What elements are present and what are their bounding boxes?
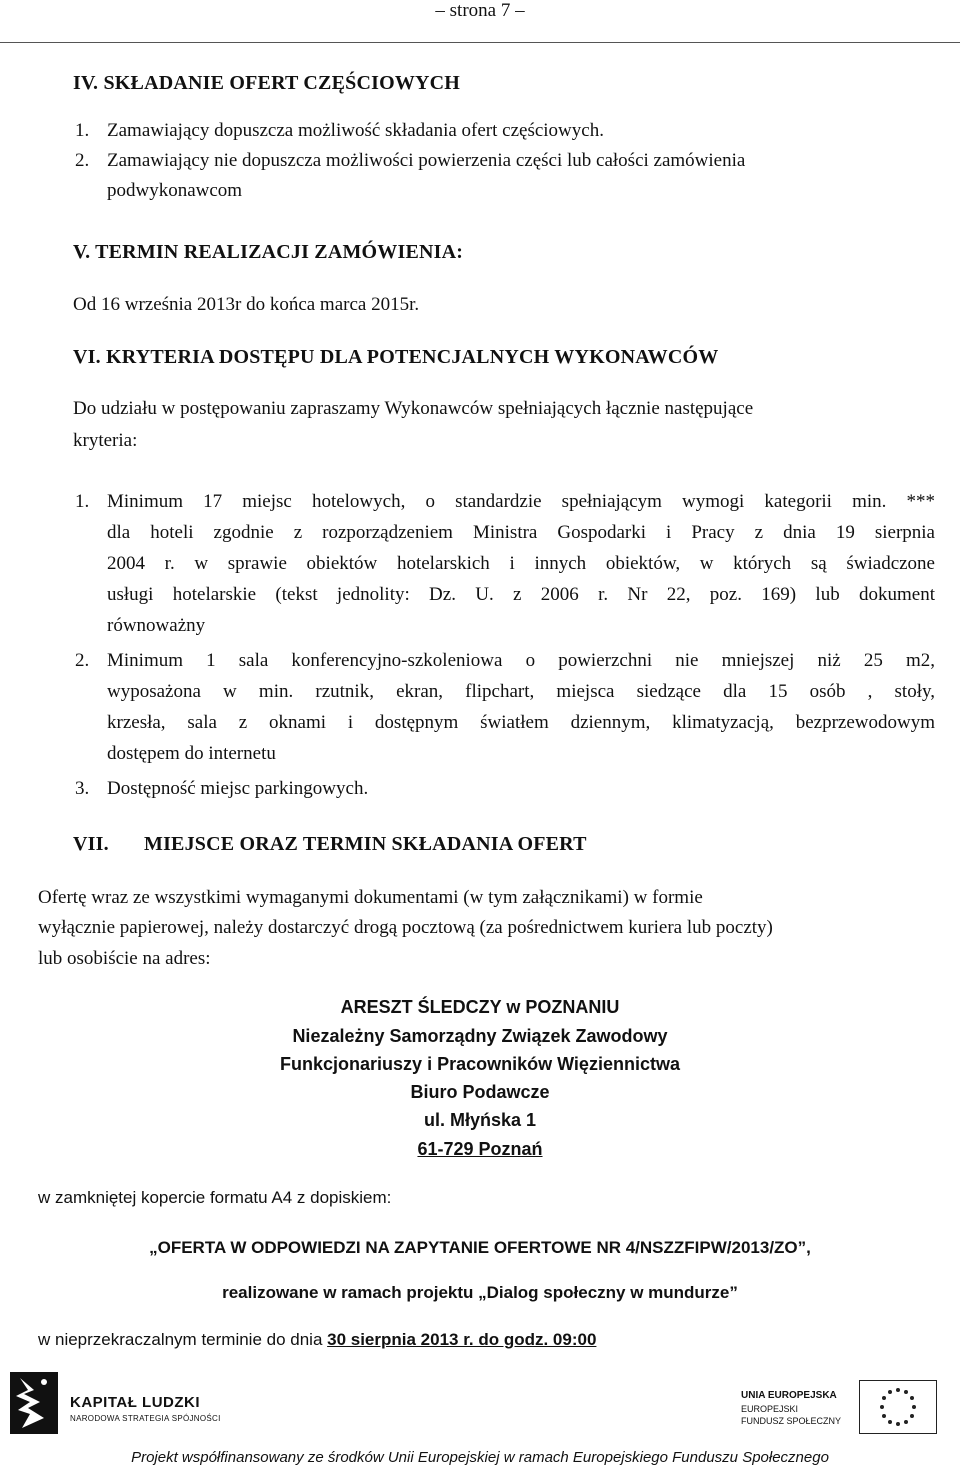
eu-efs-logo bbox=[735, 1380, 950, 1440]
project-name: „Dialog społeczny w mundurze” bbox=[478, 1283, 738, 1302]
address-postcode-text: 61-729 Poznań bbox=[417, 1139, 543, 1159]
deadline-prefix: w nieprzekraczalnym terminie do dnia bbox=[38, 1330, 328, 1349]
criterion-2-line: krzesła, sala z oknami i dostępnym światłem dziennym, klimatyzacją, bezprzewodowym bbox=[107, 712, 935, 733]
address-line: Funkcjonariuszy i Pracowników Więziennictwa bbox=[280, 1054, 680, 1074]
section-vii-paragraph-line: Ofertę wraz ze wszystkimi wymaganymi dokumentami (w tym załącznikami) w formie bbox=[38, 887, 703, 908]
section-vi-intro-line: kryteria: bbox=[73, 430, 138, 451]
criterion-3: Dostępność miejsc parkingowych. bbox=[107, 778, 369, 799]
cofinancing-note: Projekt współfinansowany ze środków Unii Europejskiej w ramach Europejskiego Funduszu Społecznego bbox=[131, 1449, 829, 1466]
section-v-title: V. TERMIN REALIZACJI ZAMÓWIENIA: bbox=[73, 241, 464, 263]
list-number: 1. bbox=[75, 120, 90, 141]
section-iv-item-2-line: Zamawiający nie dopuszcza możliwości powierzenia części lub całości zamówienia bbox=[107, 150, 746, 171]
criterion-1-line: dla hoteli zgodnie z rozporządzeniem Ministra Gospodarki i Pracy z dnia 19 sierpnia bbox=[107, 522, 935, 543]
section-vii-paragraph-line: lub osobiście na adres: bbox=[38, 948, 211, 969]
criterion-2-line: wyposażona w min. rzutnik, ekran, flipchart, miejsca siedzące dla 15 osób , stoły, bbox=[107, 681, 935, 702]
page-number: – strona 7 – bbox=[435, 0, 525, 21]
address-line: ARESZT ŚLEDCZY w POZNANIU bbox=[340, 997, 620, 1017]
address-line: ul. Młyńska 1 bbox=[423, 1110, 537, 1130]
criterion-1-line: usługi hotelarskie (tekst jednolity: Dz. U. z 2006 r. Nr 22, poz. 169) lub dokument bbox=[107, 584, 935, 605]
section-vii-title: MIEJSCE ORAZ TERMIN SKŁADANIA OFERT bbox=[144, 833, 587, 855]
section-vii-paragraph-line: wyłącznie papierowej, należy dostarczyć drogą pocztową (za pośrednictwem kuriera lub poczty) bbox=[38, 917, 773, 938]
section-v-text: Od 16 września 2013r do końca marca 2015r. bbox=[73, 294, 420, 315]
eu-logo-line-3: FUNDUSZ SPOŁECZNY bbox=[741, 1416, 842, 1426]
criterion-1-line: Minimum 17 miejsc hotelowych, o standardzie spełniającym wymogi kategorii min. *** bbox=[107, 491, 935, 512]
deadline-value: 30 sierpnia 2013 r. do godz. 09:00 bbox=[327, 1330, 597, 1349]
header-rule bbox=[0, 42, 960, 43]
criterion-1-line: równoważny bbox=[107, 615, 206, 636]
eu-flag-icon bbox=[859, 1380, 937, 1434]
kapital-ludzki-logo bbox=[10, 1372, 240, 1432]
eu-logo-line-1: UNIA EUROPEJSKA bbox=[741, 1390, 837, 1401]
list-number: 2. bbox=[75, 150, 90, 171]
address-line: Niezależny Samorządny Związek Zawodowy bbox=[292, 1026, 668, 1046]
eu-logo-line-2: EUROPEJSKI bbox=[741, 1404, 799, 1414]
address-line: Biuro Podawcze bbox=[410, 1082, 550, 1102]
criterion-1-line: 2004 r. w sprawie obiektów hotelarskich i innych obiektów, w których są świadczone bbox=[107, 553, 935, 574]
inscription-line-2 bbox=[0, 1283, 960, 1303]
deadline-line bbox=[38, 1330, 596, 1350]
section-vi-intro-line: Do udziału w postępowaniu zapraszamy Wykonawców spełniających łącznie następujące bbox=[73, 398, 754, 419]
inscription-line-1: „OFERTA W ODPOWIEDZI NA ZAPYTANIE OFERTOWE NR 4/NSZZFIPW/2013/ZO”, bbox=[149, 1238, 811, 1257]
list-number: 1. bbox=[75, 491, 90, 512]
envelope-note: w zamkniętej kopercie formatu A4 z dopiskiem: bbox=[38, 1188, 392, 1207]
address-postcode bbox=[0, 1139, 960, 1160]
section-iv-title: IV. SKŁADANIE OFERT CZĘŚCIOWYCH bbox=[73, 72, 461, 94]
kapital-ludzki-emblem-icon bbox=[10, 1372, 58, 1434]
section-iv-item-1: Zamawiający dopuszcza możliwość składania ofert częściowych. bbox=[107, 120, 604, 141]
criterion-2-line: Minimum 1 sala konferencyjno-szkoleniowa o powierzchni nie mniejszej niż 25 m2, bbox=[107, 650, 935, 671]
section-vi-title: VI. KRYTERIA DOSTĘPU DLA POTENCJALNYCH WYKONAWCÓW bbox=[73, 346, 719, 368]
section-iv-item-2-line: podwykonawcom bbox=[107, 180, 243, 201]
list-number: 3. bbox=[75, 778, 90, 799]
inscription-prefix: realizowane w ramach projektu bbox=[222, 1283, 479, 1302]
section-vii-number: VII. bbox=[73, 833, 109, 855]
criterion-2-line: dostępem do internetu bbox=[107, 743, 276, 764]
list-number: 2. bbox=[75, 650, 90, 671]
kapital-ludzki-subtitle: NARODOWA STRATEGIA SPÓJNOŚCI bbox=[70, 1414, 221, 1423]
kapital-ludzki-title: KAPITAŁ LUDZKI bbox=[70, 1394, 201, 1411]
